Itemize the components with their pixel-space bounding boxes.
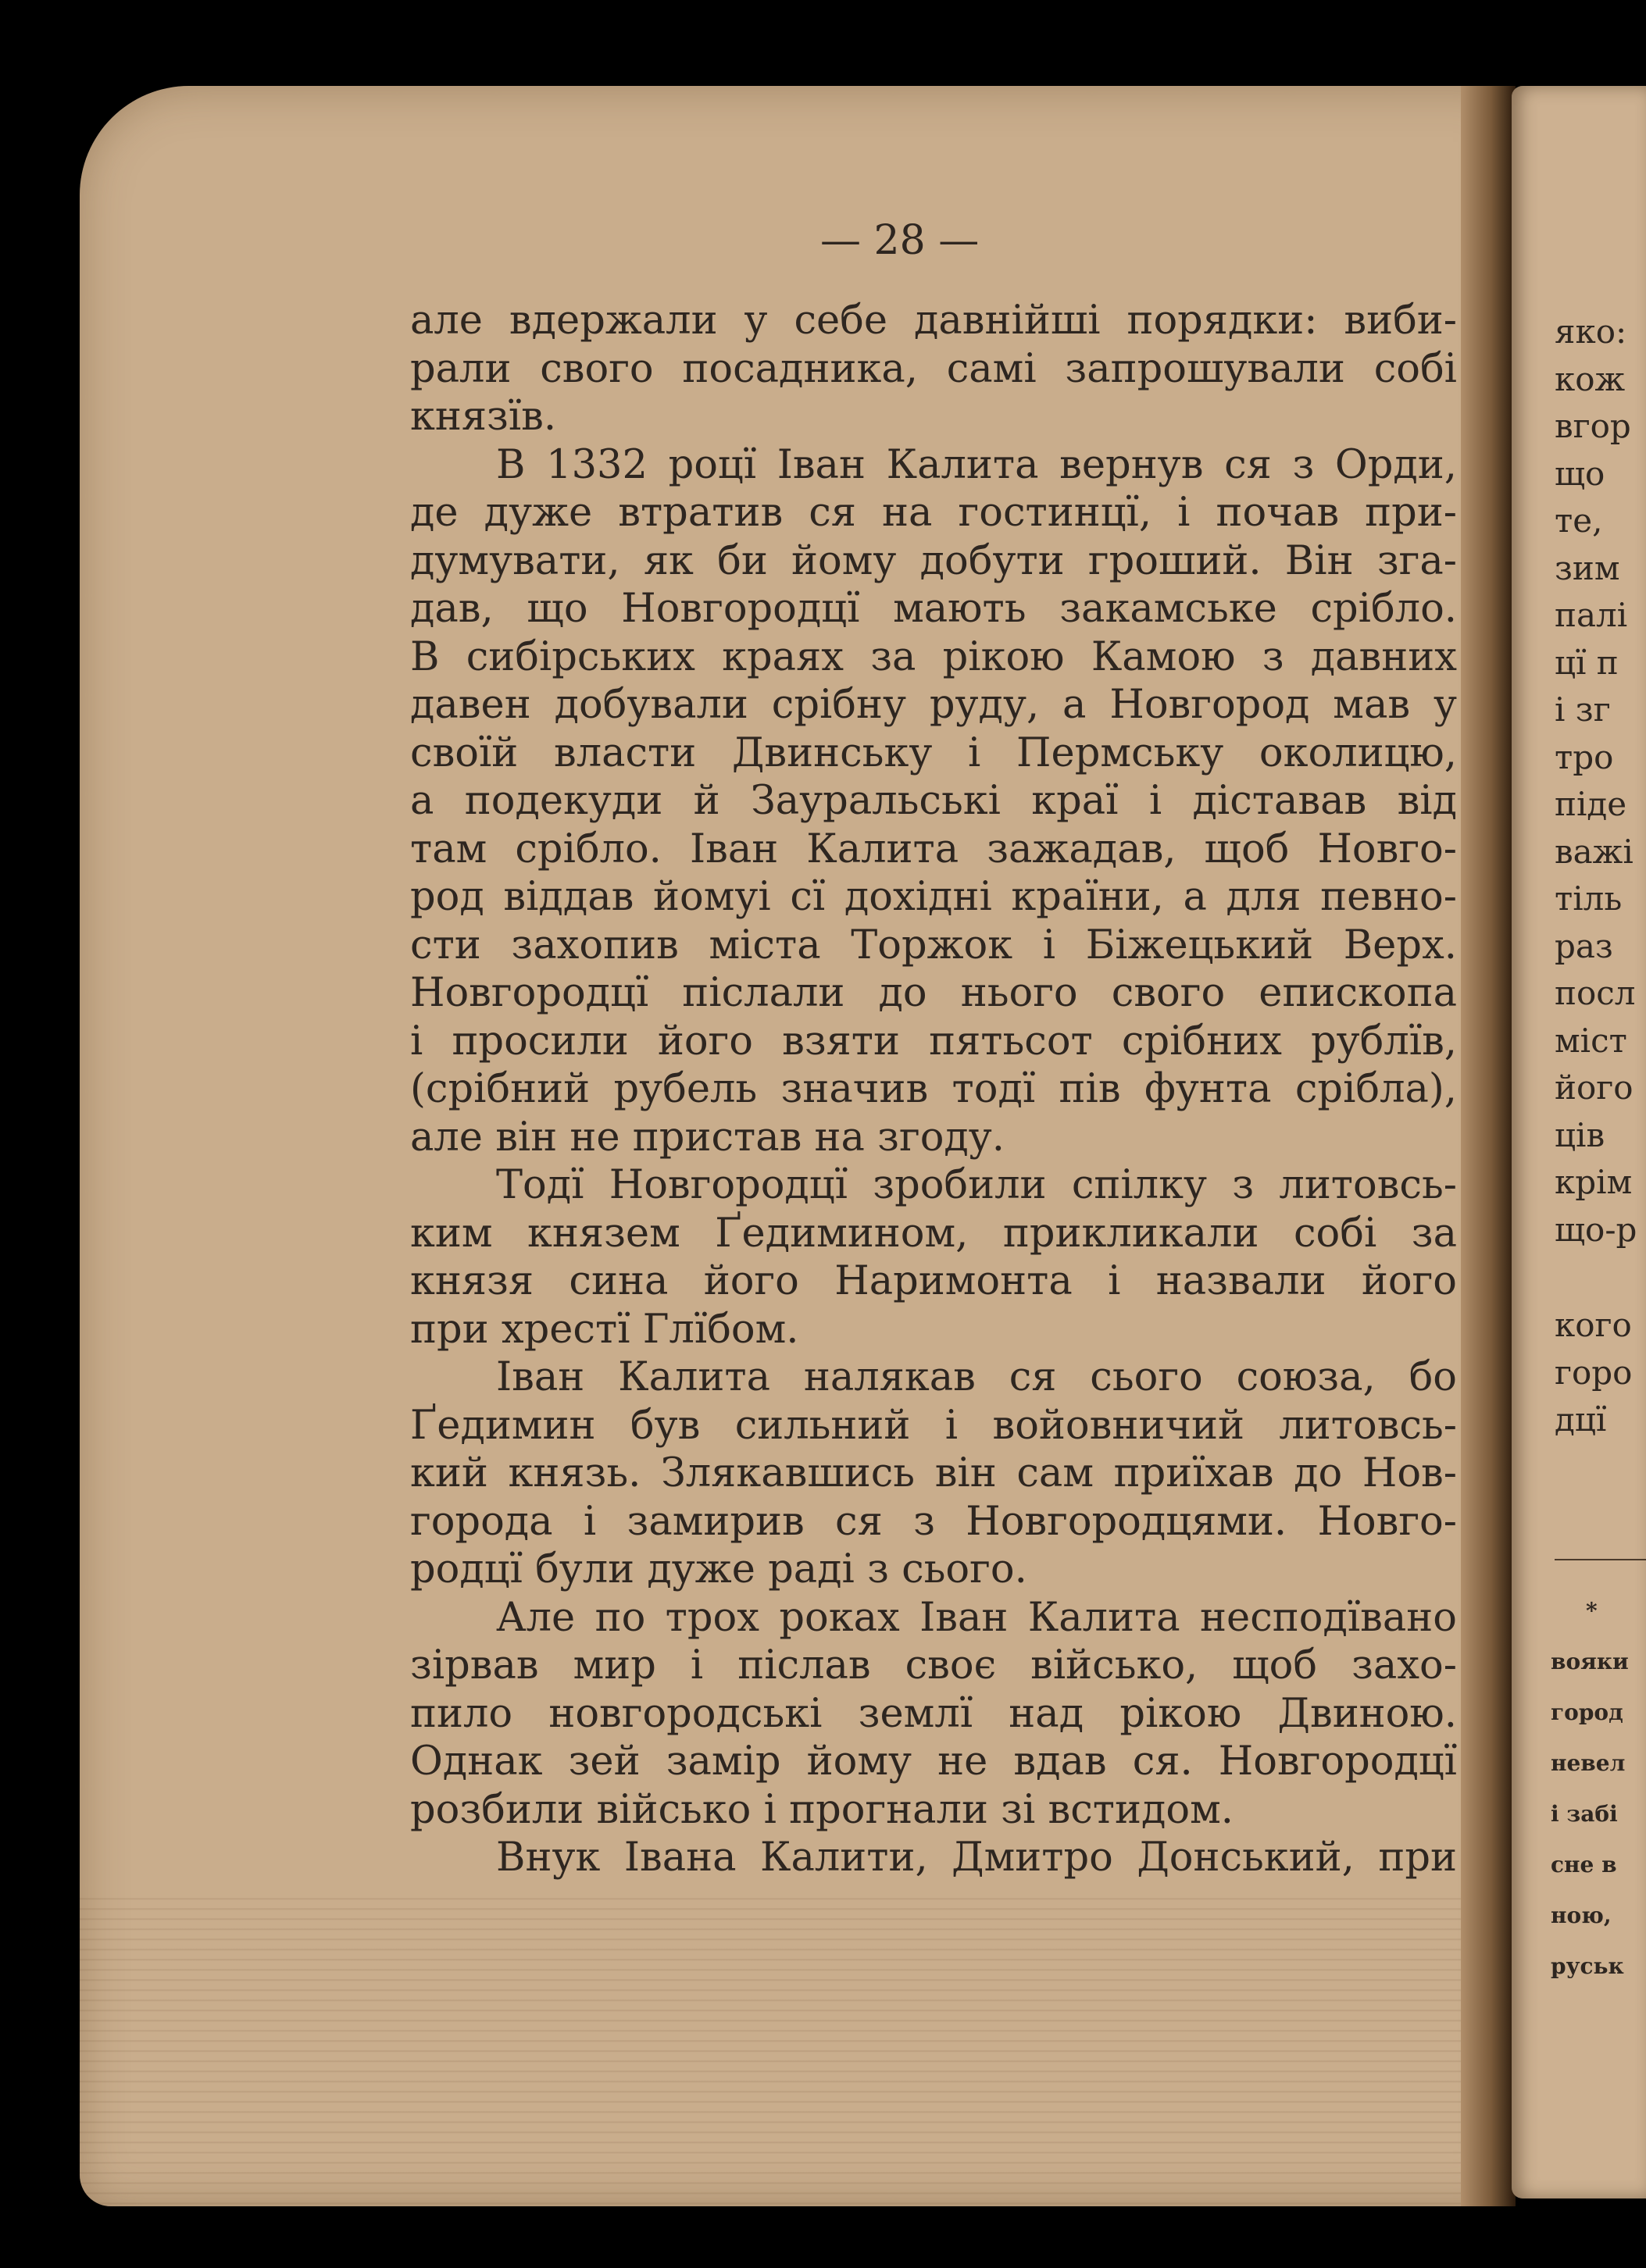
- text-line: Новгородцї післали до нього свого епископа: [410, 970, 1457, 1016]
- text-line: князя сина його Наримонта і назвали його: [410, 1258, 1457, 1304]
- page-edges: [80, 1890, 1509, 2206]
- right-page-line: його: [1555, 1068, 1634, 1107]
- book-spine: [1461, 86, 1516, 2206]
- footnote-line: і забі: [1551, 1801, 1618, 1827]
- text-line: князїв.: [410, 394, 557, 440]
- right-page-line: зим: [1555, 548, 1620, 587]
- footnote-rule: [1555, 1559, 1646, 1560]
- right-page-line: що: [1555, 454, 1605, 493]
- right-page-line: [1555, 1253, 1637, 1302]
- right-page-line: дцї: [1555, 1400, 1607, 1439]
- right-page-line: кого: [1555, 1306, 1632, 1344]
- text-line: своїй власти Двинську і Пермську околицю,: [410, 729, 1457, 776]
- right-page-line: палі: [1555, 596, 1628, 634]
- text-line: там срібло. Іван Калита зажадав, щоб Новго-: [410, 826, 1457, 872]
- right-page-line: що-р: [1555, 1210, 1637, 1249]
- text-line: а подекуди й Зауральські краї і діставав від: [410, 778, 1457, 824]
- right-page-line: тро: [1555, 737, 1614, 776]
- text-line: род віддав йомуі сї дохідні країни, а для певно-: [410, 874, 1457, 920]
- right-page-line: вгор: [1555, 407, 1631, 445]
- text-line: зірвав мир і післав своє військо, щоб захо-: [410, 1642, 1457, 1689]
- text-line: сти захопив міста Торжок і Біжецький Верх.: [410, 922, 1457, 968]
- text-line: Але по трох роках Іван Калита несподївано: [496, 1594, 1457, 1641]
- right-page-line: горо: [1555, 1353, 1633, 1392]
- right-page-line: міст: [1555, 1021, 1627, 1060]
- text-line: В 1332 роцї Іван Калита вернув ся з Орди,: [496, 441, 1457, 488]
- footnote-line: невел: [1551, 1750, 1626, 1776]
- right-page-text: [1555, 308, 1637, 1444]
- footnote-line: ною,: [1551, 1902, 1612, 1928]
- text-line: кий князь. Злякавшись він сам приїхав до Нов-: [410, 1450, 1457, 1496]
- right-page-line: те,: [1555, 501, 1603, 540]
- footnote-line: город: [1551, 1699, 1623, 1725]
- right-page-line: кож: [1555, 359, 1626, 398]
- right-page-footnotes: [1551, 1585, 1629, 1992]
- right-page-line: яко:: [1555, 312, 1627, 351]
- text-line: думувати, як би йому добути гроший. Він зга-: [410, 537, 1457, 584]
- footnote-line: *: [1586, 1598, 1598, 1624]
- right-page-line: і зг: [1555, 690, 1611, 729]
- text-line: давен добували срібну руду, а Новгород мав у: [410, 682, 1457, 728]
- text-line: города і замирив ся з Новгородцями. Новго-: [410, 1498, 1457, 1545]
- footnote-line: руськ: [1551, 1953, 1624, 1979]
- left-page-text: [410, 297, 1457, 1882]
- text-line: пило новгородські землї над рікою Двиною.: [410, 1690, 1457, 1737]
- right-page-line: піде: [1555, 785, 1627, 823]
- text-line: рали свого посадника, самі запрошували собі: [410, 345, 1457, 392]
- right-page-line: тіль: [1555, 879, 1623, 918]
- text-line: Ґедимин був сильний і войовничий литовсь-: [410, 1402, 1457, 1449]
- text-line: В сибірських краях за рікою Камою з давних: [410, 633, 1457, 680]
- right-page-line: посл: [1555, 974, 1636, 1012]
- footnote-line: сне в: [1551, 1852, 1617, 1878]
- text-line: розбили військо і прогнали зі встидом.: [410, 1786, 1234, 1833]
- text-line: Іван Калита налякав ся сього союза, бо: [496, 1354, 1457, 1400]
- text-line: але він не пристав на згоду.: [410, 1114, 1005, 1161]
- text-line: Тодї Новгородцї зробили спілку з литовсь-: [496, 1162, 1457, 1208]
- right-page-line: цї п: [1555, 643, 1619, 682]
- text-line: родцї були дуже раді з сього.: [410, 1546, 1027, 1592]
- text-line: і просили його взяти пятьсот срібних рублїв,: [410, 1018, 1457, 1064]
- text-line: Внук Івана Калити, Дмитро Донський, при: [496, 1835, 1457, 1881]
- text-line: (срібний рубель значив тодї пів фунта срібла),: [410, 1066, 1457, 1112]
- text-line: дав, що Новгородцї мають закамське срібло.: [410, 586, 1457, 632]
- right-page-line: важі: [1555, 832, 1634, 871]
- text-line: де дуже втратив ся на гостинцї, і почав при-: [410, 490, 1457, 536]
- page-number: — 28 —: [820, 217, 980, 264]
- right-page-line: крім: [1555, 1163, 1633, 1201]
- right-page-line: раз: [1555, 926, 1613, 965]
- text-line: Однак зей замір йому не вдав ся. Новгородцї: [410, 1738, 1457, 1785]
- text-line: ким князем Ґедимином, прикликали собі за: [410, 1210, 1457, 1257]
- text-line: але вдержали у себе давнійші порядки: виби-: [410, 298, 1457, 344]
- right-page-line: ців: [1555, 1115, 1605, 1154]
- footnote-line: вояки: [1551, 1649, 1629, 1674]
- text-line: при хрестї Глїбом.: [410, 1306, 799, 1353]
